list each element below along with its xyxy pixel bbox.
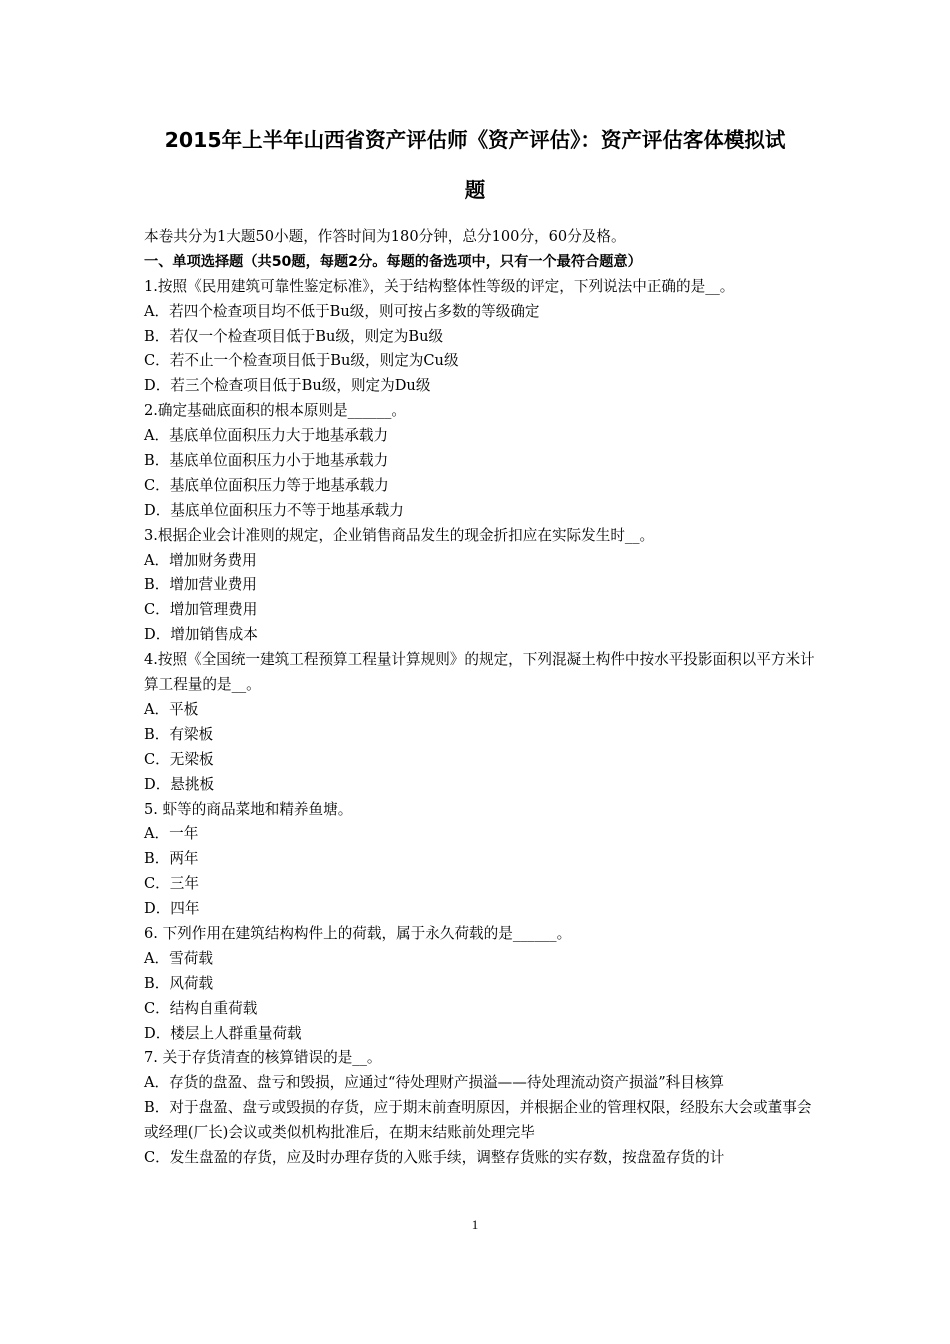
question-1 bbox=[144, 275, 816, 399]
document-body bbox=[144, 225, 816, 1171]
option-a: A．一年 bbox=[144, 825, 199, 843]
exam-intro: 本卷共分为1大题50小题，作答时间为180分钟，总分100分，60分及格。 bbox=[144, 228, 626, 245]
question-stem: 6. 下列作用在建筑结构构件上的荷载，属于永久荷载的是______。 bbox=[144, 924, 572, 942]
option-c: C．基底单位面积压力等于地基承载力 bbox=[144, 476, 389, 494]
section-heading: 一、单项选择题（共50题，每题2分。每题的备选项中，只有一个最符合题意） bbox=[144, 253, 642, 270]
option-a: A．基底单位面积压力大于地基承载力 bbox=[144, 427, 389, 445]
option-b: B．风荷载 bbox=[144, 974, 214, 992]
option-c: C．无梁板 bbox=[144, 750, 214, 768]
document-title-line2: 题 bbox=[464, 178, 486, 202]
option-c: C．三年 bbox=[144, 875, 199, 893]
option-d: D．若三个检查项目低于Bu级，则定为Du级 bbox=[144, 377, 431, 395]
option-b: B．两年 bbox=[144, 850, 199, 868]
option-c: C．增加管理费用 bbox=[144, 601, 258, 619]
option-b: B．基底单位面积压力小于地基承载力 bbox=[144, 452, 389, 470]
option-b: B．对于盘盈、盘亏或毁损的存货，应于期末前查明原因，并根据企业的管理权限，经股东大会或董事会或经理(厂长)会议或类似机构批准后，在期末结账前处理完毕 bbox=[144, 1099, 812, 1142]
option-c: C．结构自重荷载 bbox=[144, 999, 258, 1017]
question-stem: 4.按照《全国统一建筑工程预算工程量计算规则》的规定，下列混凝土构件中按水平投影面积以平方米计算工程量的是__。 bbox=[144, 651, 815, 694]
option-c: C．若不止一个检查项目低于Bu级，则定为Cu级 bbox=[144, 352, 459, 370]
option-d: D．四年 bbox=[144, 900, 200, 918]
question-stem: 7. 关于存货清查的核算错误的是__。 bbox=[144, 1049, 382, 1067]
document-title-line1: 2015年上半年山西省资产评估师《资产评估》：资产评估客体模拟试 bbox=[164, 128, 786, 152]
question-stem: 5. 虾等的商品菜地和精养鱼塘。 bbox=[144, 800, 353, 818]
question-stem: 2.确定基础底面积的根本原则是______。 bbox=[144, 402, 407, 420]
question-3 bbox=[144, 524, 816, 648]
question-5 bbox=[144, 798, 816, 922]
option-a: A．雪荷载 bbox=[144, 949, 213, 967]
option-b: B．若仅一个检查项目低于Bu级，则定为Bu级 bbox=[144, 327, 444, 345]
option-a: A．存货的盘盈、盘亏和毁损，应通过“待处理财产损溢——待处理流动资产损溢”科目核算 bbox=[144, 1074, 725, 1092]
question-2 bbox=[144, 399, 816, 523]
option-d: D．基底单位面积压力不等于地基承载力 bbox=[144, 501, 404, 519]
question-stem: 1.按照《民用建筑可靠性鉴定标准》，关于结构整体性等级的评定，下列说法中正确的是__。 bbox=[144, 277, 735, 295]
page-number: 1 bbox=[471, 1217, 479, 1232]
option-d: D．增加销售成本 bbox=[144, 626, 258, 644]
option-a: A．平板 bbox=[144, 700, 199, 718]
question-7 bbox=[144, 1046, 816, 1171]
question-6 bbox=[144, 922, 816, 1046]
option-c: C．发生盘盈的存货，应及时办理存货的入账手续，调整存货账的实存数，按盘盈存货的计 bbox=[144, 1149, 725, 1167]
option-d: D．楼层上人群重量荷载 bbox=[144, 1024, 302, 1042]
option-d: D．悬挑板 bbox=[144, 775, 215, 793]
option-a: A．增加财务费用 bbox=[144, 551, 257, 569]
option-b: B．有梁板 bbox=[144, 725, 214, 743]
option-a: A．若四个检查项目均不低于Bu级，则可按占多数的等级确定 bbox=[144, 302, 540, 320]
question-4 bbox=[144, 648, 816, 797]
option-b: B．增加营业费用 bbox=[144, 576, 257, 594]
question-stem: 3.根据企业会计准则的规定，企业销售商品发生的现金折扣应在实际发生时__。 bbox=[144, 526, 655, 544]
